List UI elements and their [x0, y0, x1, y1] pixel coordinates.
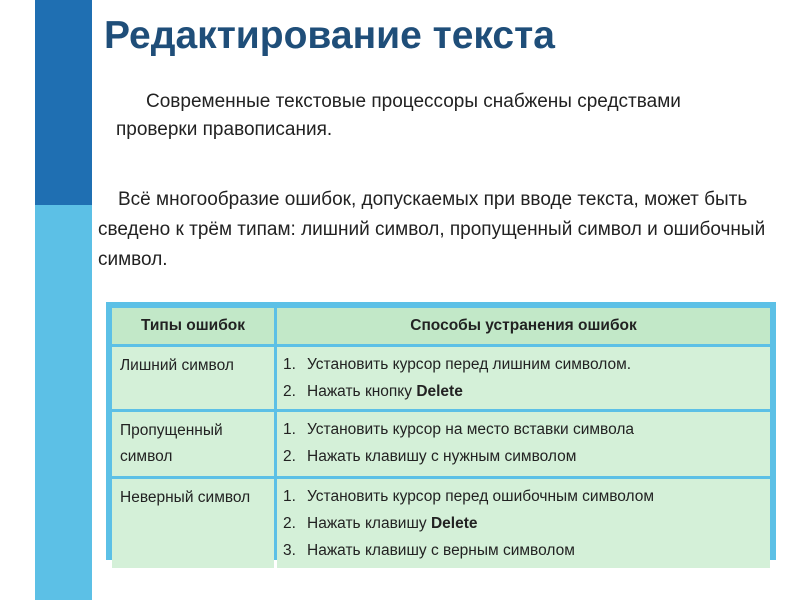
fix-step: [283, 351, 764, 378]
slide-title: Редактирование текста: [104, 14, 555, 57]
table-row: [112, 479, 770, 568]
step-number: 1.: [283, 356, 296, 373]
fix-step: [283, 483, 764, 510]
key-name: Delete: [430, 515, 478, 532]
fix-steps-cell: [277, 347, 770, 409]
intro-paragraph: Современные текстовые процессоры снабжены средствами проверки правописания.: [116, 91, 681, 140]
error-type-cell: Пропущенный символ: [112, 412, 274, 476]
step-number: 1.: [283, 488, 296, 505]
fix-step: [283, 378, 764, 405]
step-number: 1.: [283, 421, 296, 438]
fix-step: [283, 416, 764, 443]
step-number: 2.: [283, 383, 296, 400]
fix-step: [283, 537, 764, 564]
step-text-wrap: [307, 510, 477, 537]
step-text: Нажать клавишу: [307, 515, 431, 532]
error-types-paragraph: Всё многообразие ошибок, допускаемых при вводе текста, может быть сведено к трём типам: лишний символ, пропущенный символ и ошибочный символ.: [98, 189, 766, 270]
fix-step: [283, 510, 764, 537]
step-text-wrap: [307, 416, 634, 443]
step-text-wrap: [307, 443, 576, 470]
step-text: Установить курсор перед лишним символом.: [307, 356, 632, 373]
step-text: Нажать кнопку: [307, 383, 417, 400]
header-fix-methods: Способы устранения ошибок: [277, 308, 770, 344]
table-row: [112, 412, 770, 476]
key-name: Delete: [416, 383, 463, 400]
step-text: Нажать клавишу с нужным символом: [307, 448, 577, 465]
step-number: 2.: [283, 448, 296, 465]
step-text: Установить курсор перед ошибочным символом: [307, 488, 655, 505]
step-text: Нажать клавишу с верным символом: [307, 542, 575, 559]
step-number: 2.: [283, 515, 296, 532]
error-type-cell: Лишний символ: [112, 347, 274, 409]
fix-steps-cell: [277, 412, 770, 476]
step-text-wrap: [307, 537, 575, 564]
fix-step: [283, 443, 764, 470]
step-text-wrap: [307, 351, 631, 378]
decorative-side-bar-accent: [35, 0, 92, 205]
step-text-wrap: [307, 378, 463, 405]
header-error-types: Типы ошибок: [112, 308, 274, 344]
table-row: [112, 347, 770, 409]
error-table: [106, 302, 776, 560]
error-table-grid: [109, 305, 773, 571]
step-number: 3.: [283, 542, 296, 559]
fix-steps-cell: [277, 479, 770, 568]
step-text-wrap: [307, 483, 654, 510]
table-header-row: [112, 308, 770, 344]
step-text: Установить курсор на место вставки символа: [307, 421, 635, 438]
error-type-cell: Неверный символ: [112, 479, 274, 568]
